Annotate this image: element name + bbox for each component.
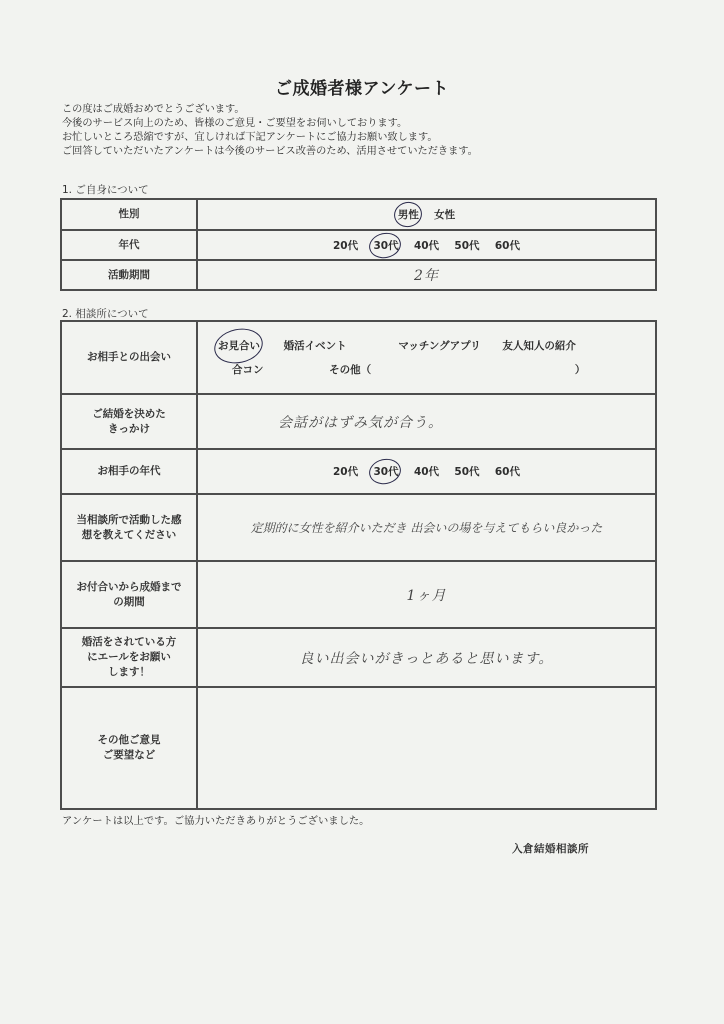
duration-answer[interactable]: [197, 561, 656, 628]
cheer-label: [61, 628, 197, 687]
label-line: にエールをお願い: [87, 651, 171, 663]
duration-row: [61, 561, 656, 628]
activity-period-label: 活動期間: [61, 260, 197, 290]
duration-label: [61, 561, 197, 628]
age-option[interactable]: 50代: [454, 239, 480, 252]
age-option[interactable]: 40代: [413, 239, 440, 252]
cheer-row: [61, 628, 656, 687]
label-line: 婚活をされている方: [81, 636, 177, 648]
partner-age-option[interactable]: 50代: [454, 466, 480, 478]
partner-age-options: [197, 449, 656, 494]
meeting-row: [61, 321, 656, 394]
age-options: [197, 230, 656, 260]
label-line: きっかけ: [108, 422, 150, 435]
intro-line: お忙しいところ恐縮ですが、宜しければ下記アンケートにご協力お願い致します。: [62, 132, 438, 143]
section2-table: [60, 320, 657, 810]
reason-row: [61, 394, 656, 449]
other-row: [61, 687, 656, 809]
page-title: ご成婚者様アンケート: [275, 79, 449, 99]
reason-answer[interactable]: [197, 394, 656, 449]
meeting-option-omiai[interactable]: お見合い: [218, 334, 260, 358]
gender-options: [197, 199, 656, 230]
partner-age-option[interactable]: 40代: [413, 466, 440, 478]
age-option[interactable]: 20代: [333, 239, 359, 252]
label-line: 想を教えてください: [81, 528, 177, 541]
meeting-options: [197, 321, 656, 394]
gender-row: [61, 199, 656, 230]
partner-age-label: お相手の年代: [61, 449, 197, 494]
handwritten-answer: 2年: [414, 268, 439, 284]
partner-age-option[interactable]: 20代: [333, 466, 359, 478]
impression-label: [61, 494, 197, 561]
cheer-answer[interactable]: [197, 628, 656, 687]
other-label: [61, 687, 197, 809]
company-name: 入倉結婚相談所: [512, 843, 589, 855]
intro-line: この度はご成婚おめでとうございます。: [62, 104, 245, 115]
handwritten-answer: 会話がはずみ気が合う。: [278, 414, 443, 431]
activity-period-row: [61, 260, 656, 290]
label-line: ご要望など: [102, 749, 156, 761]
gender-option-female[interactable]: 女性: [434, 209, 456, 221]
intro-line: ご回答していただいたアンケートは今後のサービス改善のため、活用させていただきます。: [62, 146, 478, 157]
label-line: の期間: [113, 595, 145, 608]
section1-table: [60, 198, 657, 291]
other-answer[interactable]: [197, 687, 656, 809]
label-line: お付合いから成婚まで: [76, 580, 182, 593]
section2-heading: 2. 相談所について: [62, 308, 149, 320]
label-line: その他ご意見: [97, 734, 161, 746]
meeting-option-friend[interactable]: 友人知人の紹介: [502, 339, 576, 352]
gender-option-male[interactable]: 男性: [397, 209, 419, 221]
impression-row: [61, 494, 656, 561]
age-row: [61, 230, 656, 260]
label-line: します！: [108, 666, 150, 678]
meeting-label: お相手との出会い: [61, 321, 197, 394]
handwritten-answer: 定期的に女性を紹介いただき 出会いの場を与えてもらい良かった: [250, 521, 603, 535]
closing-text: アンケートは以上です。ご協力いただきありがとうございました。: [62, 815, 370, 827]
handwritten-answer: 1ヶ月: [406, 587, 447, 604]
meeting-option-app[interactable]: マッチングアプリ: [398, 339, 481, 352]
reason-label: [61, 394, 197, 449]
age-label: 年代: [61, 230, 197, 260]
handwritten-answer: 良い出会いがきっとあると思います。: [299, 650, 554, 667]
meeting-option-other[interactable]: その他（: [329, 363, 372, 376]
label-line: 当相談所で活動した感: [76, 513, 182, 526]
intro-line: 今後のサービス向上のため、皆様のご意見・ご要望をお伺いしております。: [62, 118, 408, 129]
label-line: ご結婚を決めた: [92, 407, 166, 420]
partner-age-row: [61, 449, 656, 494]
partner-age-option-selected[interactable]: 30代: [373, 466, 399, 478]
section1-heading: 1. ご自身について: [62, 184, 149, 196]
meeting-option-goukon[interactable]: 合コン: [232, 363, 264, 376]
intro-text: [62, 103, 478, 159]
partner-age-option[interactable]: 60代: [494, 466, 520, 478]
meeting-other-close-paren: ）: [574, 363, 586, 376]
meeting-option-event[interactable]: 婚活イベント: [283, 339, 347, 352]
impression-answer[interactable]: [197, 494, 656, 561]
age-option[interactable]: 60代: [494, 239, 520, 252]
age-option-selected[interactable]: 30代: [373, 239, 399, 252]
activity-period-answer[interactable]: [197, 260, 656, 290]
gender-label: 性別: [61, 199, 197, 230]
